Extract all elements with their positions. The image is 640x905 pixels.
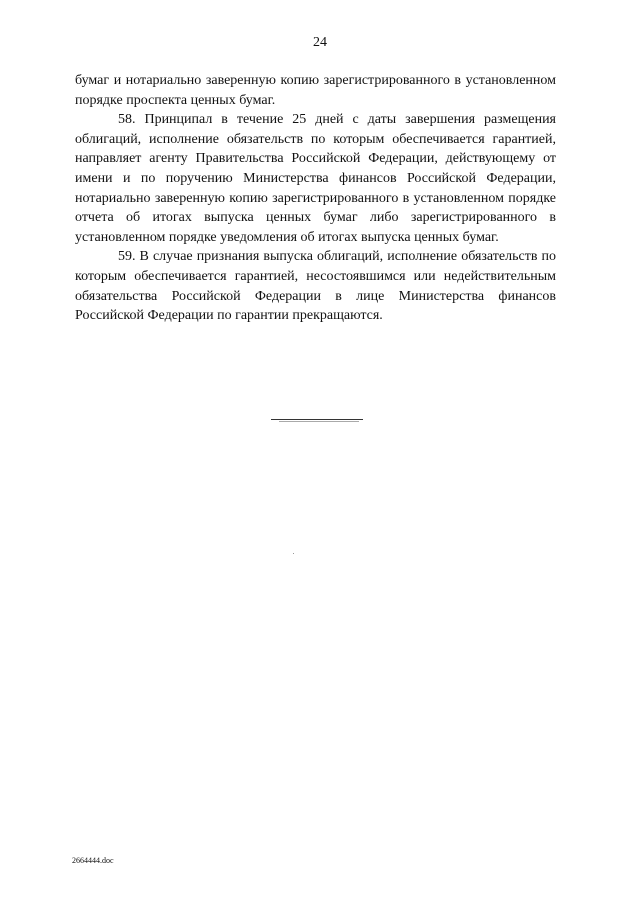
footer-doc-id: 2664444.doc [72,856,114,865]
page-number: 24 [313,35,327,50]
scan-speck [293,553,294,554]
paragraph-continuation: бумаг и нотариально заверенную копию зарегистрированного в установленном порядке проспекта ценных бумаг. [75,73,556,108]
document-body [75,71,556,326]
end-of-text-rule [271,419,363,420]
paragraph-58: 58. Принципал в течение 25 дней с даты завершения размещения облигаций, исполнение обязательств по которым обеспечивается гарантией, направляет агенту Правительства Российской Федерации, действующему от имени и по поручению Министерства финансов Российской Федерации, нотариально заверенную копию зарегистрированного в установленном порядке отчета об итогах выпуска ценных бумаг либо зарегистрированного в установленном порядке уведомления об итогах выпуска ценных бумаг. [75,112,556,245]
paragraph-59: 59. В случае признания выпуска облигаций, исполнение обязательств по которым обеспечивается гарантией, несостоявшимся или недействительным обязательства Российской Федерации в лице Министерства финансов Российской Федерации по гарантии прекращаются. [75,249,556,324]
end-of-text-rule-shadow [279,421,359,422]
